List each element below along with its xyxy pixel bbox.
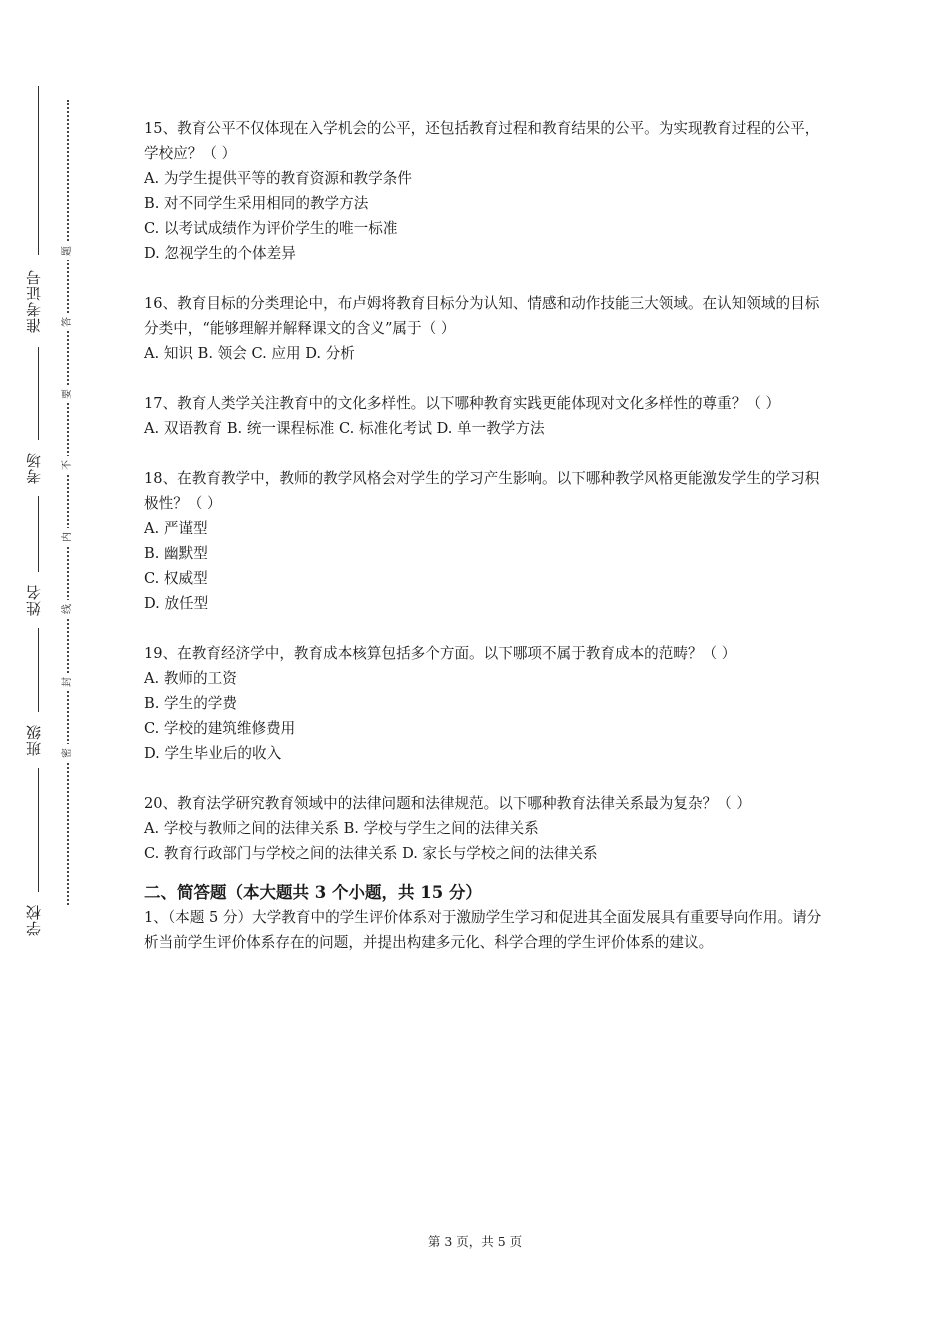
label-exam-room: 考场: [20, 440, 48, 496]
question-stem: 20、教育法学研究教育领域中的法律问题和法律规范。以下哪种教育法律关系最为复杂？（ ）: [144, 795, 751, 812]
option: C. 以考试成绩作为评价学生的唯一标准: [144, 220, 398, 237]
question-17: [144, 391, 824, 441]
option: A. 双语教育 B. 统一课程标准 C. 标准化考试 D. 单一教学方法: [144, 420, 545, 437]
binding-solid-line: [38, 86, 39, 916]
option: C. 教育行政部门与学校之间的法律关系 D. 家长与学校之间的法律关系: [144, 845, 598, 862]
section-title: 二、简答题（本大题共 3 个小题，共 15 分）: [144, 883, 482, 902]
question-stem: 18、在教育教学中，教师的教学风格会对学生的学习产生影响。以下哪种教学风格更能激发学生的学习积极性？（ ）: [144, 470, 820, 512]
label-exam-number: 准考证号: [20, 255, 48, 347]
option: D. 学生毕业后的收入: [144, 745, 282, 762]
exam-content: [144, 116, 824, 955]
option: A. 严谨型: [144, 520, 208, 537]
seal-char: 内: [61, 528, 75, 546]
label-name: 姓名: [20, 572, 48, 628]
question-18: [144, 466, 824, 616]
option: A. 知识 B. 领会 C. 应用 D. 分析: [144, 345, 355, 362]
question-stem: 15、教育公平不仅体现在入学机会的公平，还包括教育过程和教育结果的公平。为实现教育过程的公平，学校应？（ ）: [144, 120, 820, 162]
seal-char: 题: [61, 242, 75, 260]
question-15: [144, 116, 824, 266]
binding-margin: [0, 0, 100, 1344]
question-stem: 16、教育目标的分类理论中，布卢姆将教育目标分为认知、情感和动作技能三大领域。在认知领域的目标分类中，“能够理解并解释课文的含义”属于（ ）: [144, 295, 820, 337]
option: C. 权威型: [144, 570, 208, 587]
option: D. 放任型: [144, 595, 209, 612]
short-answer-question-1: 1、（本题 5 分）大学教育中的学生评价体系对于激励学生学习和促进其全面发展具有重要导向作用。请分析当前学生评价体系存在的问题，并提出构建多元化、科学合理的学生评价体系的建议。: [144, 909, 822, 951]
question-16: [144, 291, 824, 366]
seal-char: 线: [61, 600, 75, 618]
seal-char: 不: [61, 456, 75, 474]
question-20: [144, 791, 824, 866]
question-stem: 19、在教育经济学中，教育成本核算包括多个方面。以下哪项不属于教育成本的范畴？（ ）: [144, 645, 737, 662]
option: B. 对不同学生采用相同的教学方法: [144, 195, 369, 212]
seal-char: 密: [61, 744, 75, 762]
option: A. 为学生提供平等的教育资源和教学条件: [144, 170, 412, 187]
seal-char: 封: [61, 673, 75, 691]
seal-char: 答: [61, 313, 75, 331]
seal-dotted-line: [67, 100, 69, 905]
option: D. 忽视学生的个体差异: [144, 245, 296, 262]
option: B. 学生的学费: [144, 695, 237, 712]
option: A. 教师的工资: [144, 670, 237, 687]
question-stem: 17、教育人类学关注教育中的文化多样性。以下哪种教育实践更能体现对文化多样性的尊重？（ ）: [144, 395, 781, 412]
page-footer: 第 3 页，共 5 页: [427, 1234, 523, 1249]
label-class: 班级: [20, 712, 48, 768]
option: B. 幽默型: [144, 545, 208, 562]
option: A. 学校与教师之间的法律关系 B. 学校与学生之间的法律关系: [144, 820, 539, 837]
label-school: 学校: [20, 892, 48, 948]
seal-char: 要: [61, 385, 75, 403]
question-19: [144, 641, 824, 766]
option: C. 学校的建筑维修费用: [144, 720, 296, 737]
